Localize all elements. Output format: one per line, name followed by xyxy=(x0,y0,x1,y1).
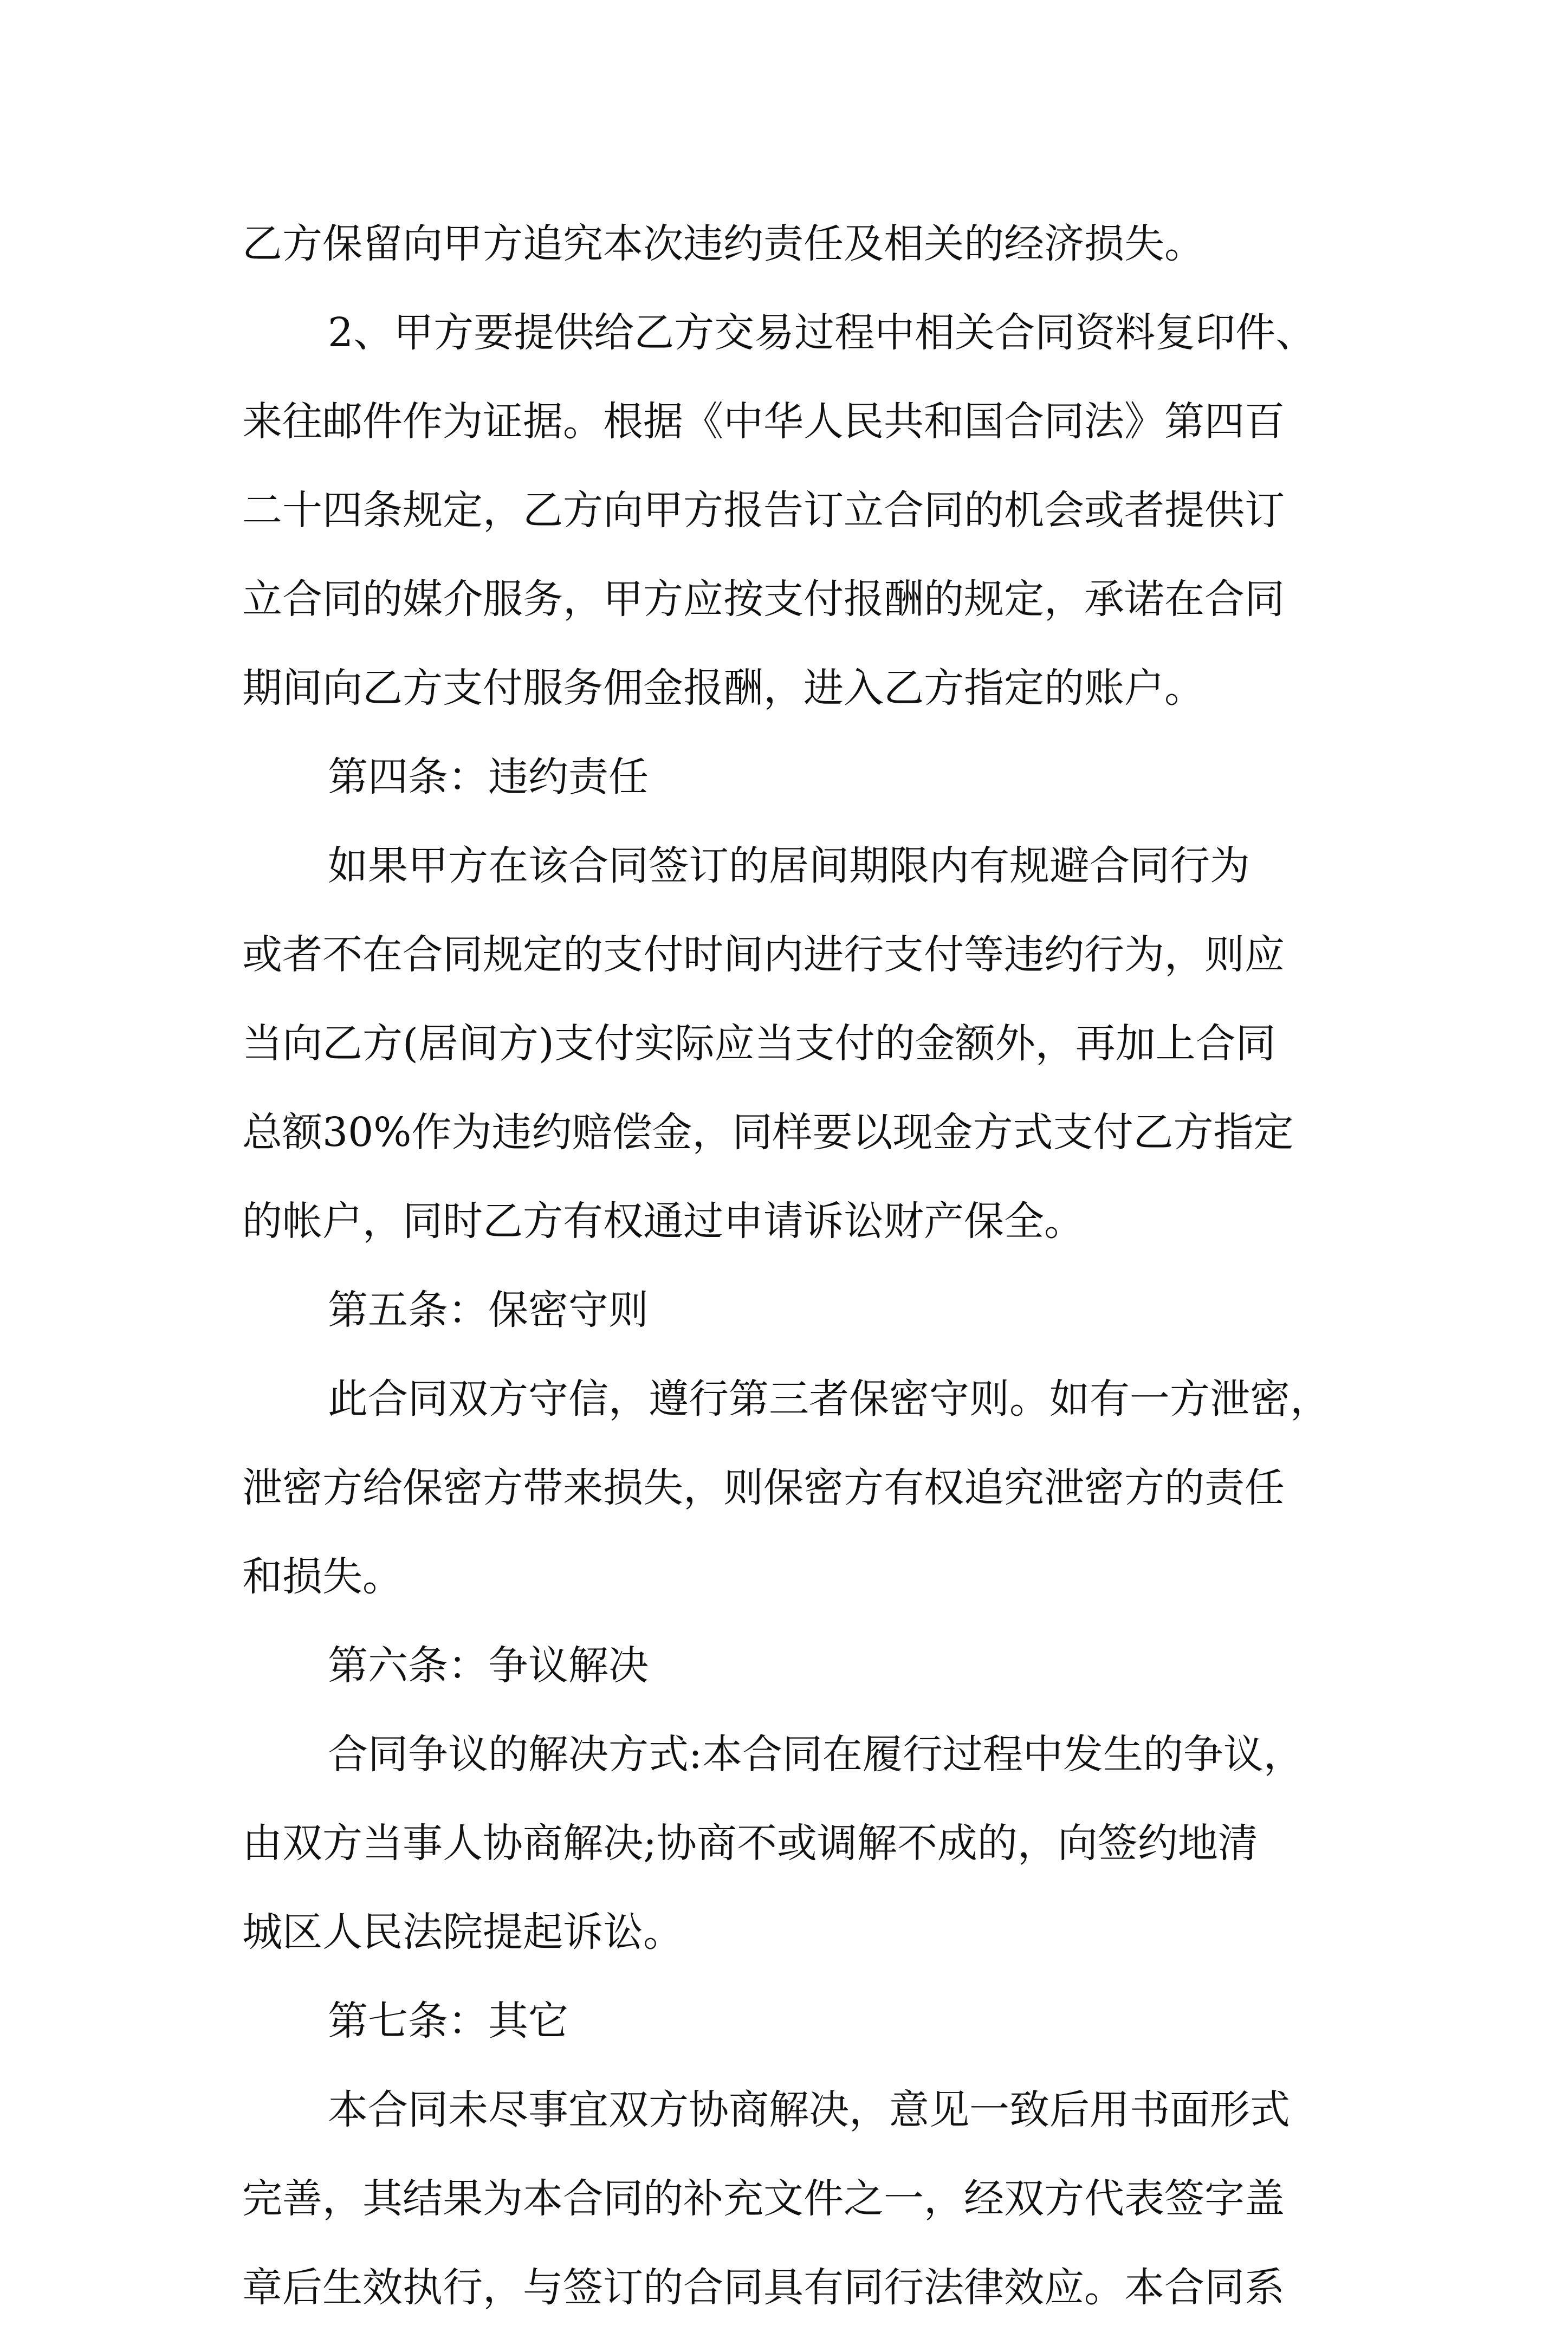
text-line: 城区人民法院提起诉讼。 xyxy=(242,1909,683,1955)
text-line: 此合同双方守信，遵行第三者保密守则。如有一方泄密， xyxy=(328,1376,1330,1422)
text-line: 立合同的媒介服务，甲方应按支付报酬的规定，承诺在合同 xyxy=(242,576,1285,623)
section-heading: 第四条：违约责任 xyxy=(328,754,649,800)
text-line: 本合同未尽事宜双方协商解决，意见一致后用书面形式 xyxy=(328,2087,1290,2133)
text-line: 期间向乙方支付服务佣金报酬，进入乙方指定的账户。 xyxy=(242,665,1204,711)
text-line: 章后生效执行，与签订的合同具有同行法律效应。本合同系 xyxy=(242,2264,1285,2311)
text-line: 总额30%作为违约赔偿金，同样要以现金方式支付乙方指定 xyxy=(242,1109,1294,1156)
text-line: 完善，其结果为本合同的补充文件之一，经双方代表签字盖 xyxy=(242,2175,1285,2222)
section-heading: 第五条：保密守则 xyxy=(328,1287,649,1333)
text-line: 由双方当事人协商解决;协商不或调解不成的，向签约地清 xyxy=(242,1820,1258,1867)
text-line: 乙方保留向甲方追究本次违约责任及相关的经济损失。 xyxy=(242,221,1204,267)
text-line: 和损失。 xyxy=(242,1553,403,1600)
text-line: 当向乙方(居间方)支付实际应当支付的金额外，再加上合同 xyxy=(242,1020,1276,1067)
section-heading: 第六条：争议解决 xyxy=(328,1642,649,1689)
text-line: 泄密方给保密方带来损失，则保密方有权追究泄密方的责任 xyxy=(242,1465,1285,1511)
text-line: 合同争议的解决方式:本合同在履行过程中发生的争议， xyxy=(328,1731,1304,1778)
text-line: 二十四条规定，乙方向甲方报告订立合同的机会或者提供订 xyxy=(242,487,1285,534)
text-line: 或者不在合同规定的支付时间内进行支付等违约行为，则应 xyxy=(242,931,1285,978)
text-line: 2、甲方要提供给乙方交易过程中相关合同资料复印件、 xyxy=(328,309,1316,356)
document-body xyxy=(242,199,1353,2332)
section-heading: 第七条：其它 xyxy=(328,1998,568,2044)
text-line: 如果甲方在该合同签订的居间期限内有规避合同行为 xyxy=(328,843,1250,889)
text-line: 来往邮件作为证据。根据《中华人民共和国合同法》第四百 xyxy=(242,398,1285,445)
text-line: 的帐户，同时乙方有权通过申请诉讼财产保全。 xyxy=(242,1198,1084,1245)
